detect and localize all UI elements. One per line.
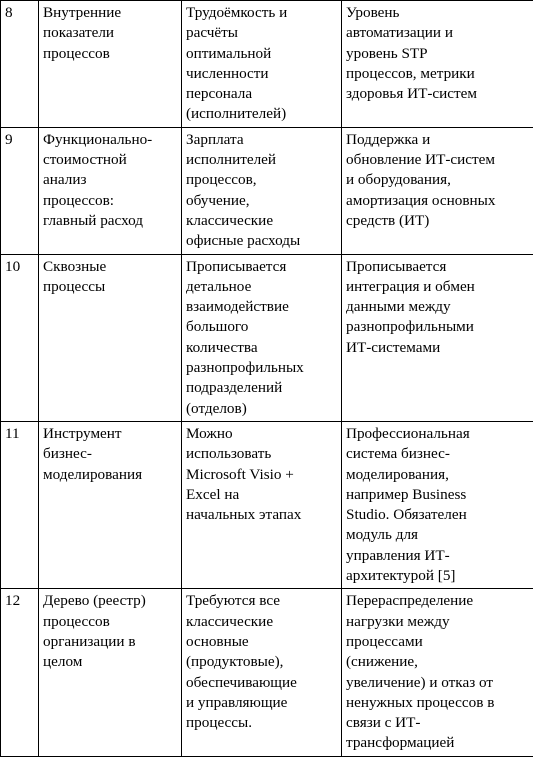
row-number-cell: 10 — [1, 254, 39, 421]
table-cell: Профессиональная система бизнес- моделирования, например Business Studio. Обязателен модуль для управления ИТ- архитектурой [5] — [342, 421, 533, 588]
table-row — [1, 421, 533, 588]
table-cell: Можно использовать Microsoft Visio + Excel на начальных этапах — [182, 421, 342, 588]
table-cell: Уровень автоматизации и уровень STP процессов, метрики здоровья ИТ-систем — [342, 1, 533, 128]
row-number-cell: 11 — [1, 421, 39, 588]
row-number-cell: 9 — [1, 127, 39, 254]
table-row — [1, 589, 533, 756]
table-row — [1, 127, 533, 254]
table-cell: Трудоёмкость и расчёты оптимальной численности персонала (исполнителей) — [182, 1, 342, 128]
row-number-cell: 8 — [1, 1, 39, 128]
table-cell: Внутренние показатели процессов — [39, 1, 182, 128]
table-cell: Функционально- стоимостной анализ процессов: главный расход — [39, 127, 182, 254]
table-cell: Сквозные процессы — [39, 254, 182, 421]
table-cell: Требуются все классические основные (продуктовые), обеспечивающие и управляющие процессы. — [182, 589, 342, 756]
table-cell: Поддержка и обновление ИТ-систем и оборудования, амортизация основных средств (ИТ) — [342, 127, 533, 254]
table-row — [1, 1, 533, 128]
row-number-cell: 12 — [1, 589, 39, 756]
table-row — [1, 254, 533, 421]
table-cell: Прописывается детальное взаимодействие большого количества разнопрофильных подразделений (отделов) — [182, 254, 342, 421]
table-cell: Перераспределение нагрузки между процессами (снижение, увеличение) и отказ от ненужных процессов в связи с ИТ- трансформацией — [342, 589, 533, 756]
table-cell: Инструмент бизнес- моделирования — [39, 421, 182, 588]
table-cell: Зарплата исполнителей процессов, обучение, классические офисные расходы — [182, 127, 342, 254]
table-cell: Прописывается интеграция и обмен данными между разнопрофильными ИТ-системами — [342, 254, 533, 421]
table-cell: Дерево (реестр) процессов организации в целом — [39, 589, 182, 756]
